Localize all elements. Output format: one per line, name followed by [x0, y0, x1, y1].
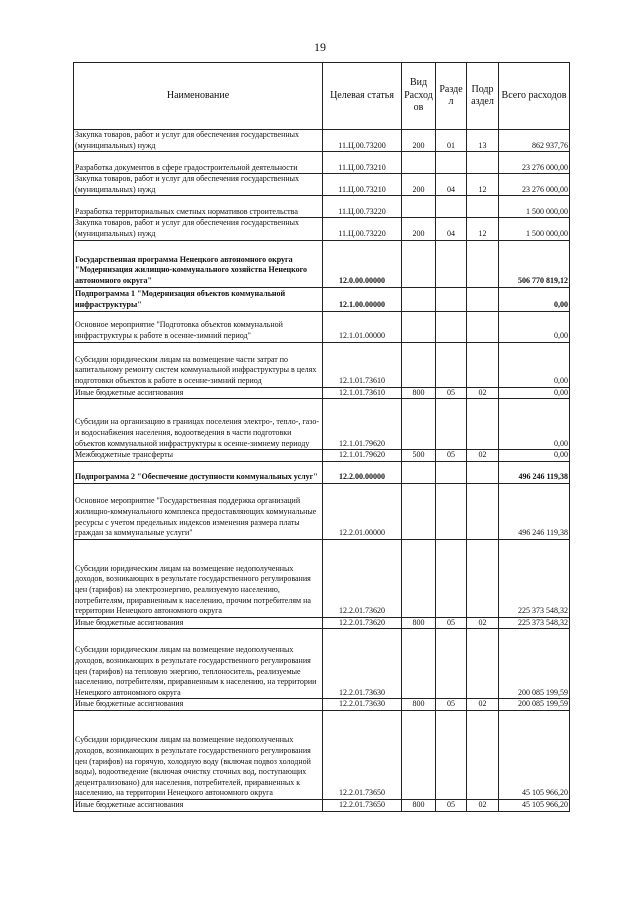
row-expense-kind — [402, 287, 436, 311]
row-subsection — [467, 461, 499, 483]
header-name: Наименование — [74, 63, 323, 130]
row-expense-kind — [402, 152, 436, 174]
row-name: Иные бюджетные ассигнования — [74, 387, 323, 399]
row-total: 45 105 966,20 — [499, 799, 570, 811]
table-header-row — [74, 63, 570, 130]
row-target-article: 12.2.01.73650 — [323, 799, 402, 811]
row-subsection: 02 — [467, 799, 499, 811]
table-row — [74, 218, 570, 240]
row-subsection — [467, 240, 499, 287]
row-total: 225 373 548,32 — [499, 617, 570, 629]
row-subsection: 12 — [467, 218, 499, 240]
page-number: 19 — [314, 40, 326, 54]
budget-table — [73, 62, 570, 812]
row-subsection — [467, 539, 499, 617]
table-row — [74, 342, 570, 387]
row-target-article: 12.2.00.00000 — [323, 461, 402, 483]
table-row — [74, 629, 570, 699]
row-target-article: 12.1.01.79620 — [323, 450, 402, 462]
row-expense-kind: 800 — [402, 617, 436, 629]
row-expense-kind — [402, 629, 436, 699]
row-name: Иные бюджетные ассигнования — [74, 699, 323, 711]
row-expense-kind — [402, 461, 436, 483]
row-total: 496 246 119,38 — [499, 483, 570, 539]
table-row — [74, 617, 570, 629]
row-total: 23 276 000,00 — [499, 174, 570, 196]
row-expense-kind — [402, 710, 436, 799]
row-total: 862 937,76 — [499, 130, 570, 152]
row-name: Закупка товаров, работ и услуг для обеспечения государственных (муниципальных) нужд — [74, 130, 323, 152]
table-row — [74, 152, 570, 174]
row-section — [436, 399, 467, 450]
row-name: Подпрограмма 2 "Обеспечение доступности коммунальных услуг" — [74, 461, 323, 483]
row-expense-kind — [402, 342, 436, 387]
row-total: 225 373 548,32 — [499, 539, 570, 617]
row-name: Закупка товаров, работ и услуг для обеспечения государственных (муниципальных) нужд — [74, 174, 323, 196]
row-section — [436, 196, 467, 218]
row-expense-kind: 800 — [402, 387, 436, 399]
row-total: 200 085 199,59 — [499, 629, 570, 699]
row-total: 0,00 — [499, 311, 570, 342]
table-row — [74, 174, 570, 196]
row-expense-kind — [402, 399, 436, 450]
row-expense-kind: 200 — [402, 218, 436, 240]
row-subsection: 02 — [467, 387, 499, 399]
row-target-article: 12.2.01.73630 — [323, 699, 402, 711]
row-name: Субсидии на организацию в границах поселения электро-, тепло-, газо- и водоснабжения населения, водоотведения в части подготовки объектов коммунальной инфраструктуры к осенне-зимнему периоду — [74, 399, 323, 450]
row-target-article: 12.1.00.00000 — [323, 287, 402, 311]
row-target-article: 11.Ц.00.73220 — [323, 196, 402, 218]
row-section — [436, 152, 467, 174]
row-target-article: 11.Ц.00.73200 — [323, 130, 402, 152]
row-total: 0,00 — [499, 399, 570, 450]
row-section: 05 — [436, 617, 467, 629]
row-subsection: 02 — [467, 699, 499, 711]
row-subsection — [467, 399, 499, 450]
row-target-article: 12.2.01.00000 — [323, 483, 402, 539]
row-section — [436, 629, 467, 699]
row-total: 45 105 966,20 — [499, 710, 570, 799]
row-subsection — [467, 342, 499, 387]
row-expense-kind — [402, 539, 436, 617]
row-total: 1 500 000,00 — [499, 218, 570, 240]
row-expense-kind: 500 — [402, 450, 436, 462]
row-expense-kind — [402, 196, 436, 218]
table-row — [74, 699, 570, 711]
header-total: Всего расходов — [499, 63, 570, 130]
row-name: Иные бюджетные ассигнования — [74, 617, 323, 629]
row-section — [436, 311, 467, 342]
row-name: Межбюджетные трансферты — [74, 450, 323, 462]
row-target-article: 12.1.01.73610 — [323, 387, 402, 399]
row-name: Иные бюджетные ассигнования — [74, 799, 323, 811]
table-row — [74, 387, 570, 399]
row-name: Основное мероприятие "Подготовка объектов коммунальной инфраструктуры к работе в осенне-зимний период" — [74, 311, 323, 342]
row-name: Подпрограмма 1 "Модернизация объектов коммунальной инфраструктуры" — [74, 287, 323, 311]
row-expense-kind — [402, 240, 436, 287]
row-subsection — [467, 152, 499, 174]
table-row — [74, 311, 570, 342]
row-section — [436, 461, 467, 483]
row-target-article: 12.1.01.79620 — [323, 399, 402, 450]
row-name: Основное мероприятие "Государственная поддержка организаций жилищно-коммунального комплекса предоставляющих коммунальные ресурсы с учетом предельных индексов изменения размера платы граждан за коммунальные услуги" — [74, 483, 323, 539]
row-expense-kind — [402, 483, 436, 539]
row-name: Государственная программа Ненецкого автономного округа "Модернизация жилищно-коммунального хозяйства Ненецкого автономного округа" — [74, 240, 323, 287]
row-target-article: 12.2.01.73650 — [323, 710, 402, 799]
row-expense-kind: 200 — [402, 130, 436, 152]
row-expense-kind: 800 — [402, 699, 436, 711]
row-section — [436, 483, 467, 539]
row-total: 200 085 199,59 — [499, 699, 570, 711]
table-row — [74, 130, 570, 152]
table-row — [74, 710, 570, 799]
row-expense-kind — [402, 311, 436, 342]
row-target-article: 12.1.01.73610 — [323, 342, 402, 387]
row-name: Субсидии юридическим лицам на возмещение недополученных доходов, возникающих в результате государственного регулирования цен (тарифов) на тепловую энергию, теплоноситель, реализуемые населению, потребителям, приравненным к населению, на территории Ненецкого автономного округа — [74, 629, 323, 699]
row-name: Разработка территориальных сметных нормативов строительства — [74, 196, 323, 218]
row-target-article: 12.2.01.73620 — [323, 617, 402, 629]
row-name: Субсидии юридическим лицам на возмещение части затрат по капитальному ремонту систем коммунальной инфраструктуры в целях подготовки объектов к работе в осенне-зимний период — [74, 342, 323, 387]
row-section — [436, 539, 467, 617]
row-subsection — [467, 311, 499, 342]
row-target-article: 12.2.01.73630 — [323, 629, 402, 699]
row-total: 1 500 000,00 — [499, 196, 570, 218]
row-expense-kind: 200 — [402, 174, 436, 196]
row-subsection — [467, 710, 499, 799]
row-section — [436, 287, 467, 311]
header-target-article: Целевая статья — [323, 63, 402, 130]
row-total: 496 246 119,38 — [499, 461, 570, 483]
row-target-article: 12.1.01.00000 — [323, 311, 402, 342]
row-subsection — [467, 196, 499, 218]
row-section: 01 — [436, 130, 467, 152]
row-expense-kind: 800 — [402, 799, 436, 811]
row-target-article: 12.2.01.73620 — [323, 539, 402, 617]
row-subsection: 12 — [467, 174, 499, 196]
row-section — [436, 342, 467, 387]
row-section: 04 — [436, 174, 467, 196]
table-row — [74, 196, 570, 218]
header-subsection: Подр аздел — [467, 63, 499, 130]
table-row — [74, 539, 570, 617]
row-target-article: 12.0.00.00000 — [323, 240, 402, 287]
row-name: Закупка товаров, работ и услуг для обеспечения государственных (муниципальных) нужд — [74, 218, 323, 240]
row-section — [436, 240, 467, 287]
header-section: Разде л — [436, 63, 467, 130]
row-section: 05 — [436, 699, 467, 711]
row-section: 04 — [436, 218, 467, 240]
row-total: 506 770 819,12 — [499, 240, 570, 287]
row-section: 05 — [436, 387, 467, 399]
table-row — [74, 399, 570, 450]
row-name: Субсидии юридическим лицам на возмещение недополученных доходов, возникающих в результате государственного регулирования цен (тарифов) на горячую, холодную воду (включая подвоз холодной воды), водоотведение (включая очистку сточных вод, поступающих децентрализовано) для населения, потребителей, приравненных к населению, на территории Ненецкого автономного округа — [74, 710, 323, 799]
header-expense-kind: Вид Расход ов — [402, 63, 436, 130]
row-subsection — [467, 629, 499, 699]
row-total: 0,00 — [499, 342, 570, 387]
table-row — [74, 240, 570, 287]
row-target-article: 11.Ц.00.73210 — [323, 152, 402, 174]
table-row — [74, 483, 570, 539]
row-total: 0,00 — [499, 387, 570, 399]
row-subsection — [467, 483, 499, 539]
row-section: 05 — [436, 450, 467, 462]
row-section: 05 — [436, 799, 467, 811]
row-subsection: 02 — [467, 617, 499, 629]
row-subsection: 02 — [467, 450, 499, 462]
row-total: 0,00 — [499, 450, 570, 462]
row-total: 23 276 000,00 — [499, 152, 570, 174]
table-row — [74, 287, 570, 311]
row-name: Разработка документов в сфере градостроительной деятельности — [74, 152, 323, 174]
row-subsection — [467, 287, 499, 311]
table-row — [74, 799, 570, 811]
row-subsection: 13 — [467, 130, 499, 152]
table-row — [74, 461, 570, 483]
row-name: Субсидии юридическим лицам на возмещение недополученных доходов, возникающих в результате государственного регулирования цен (тарифов) на электроэнергию, реализуемую населению, потребителям, приравненным к населению, прочим потребителям на территории Ненецкого автономного округа — [74, 539, 323, 617]
row-total: 0,00 — [499, 287, 570, 311]
table-row — [74, 450, 570, 462]
row-target-article: 11.Ц.00.73220 — [323, 218, 402, 240]
row-section — [436, 710, 467, 799]
row-target-article: 11.Ц.00.73210 — [323, 174, 402, 196]
